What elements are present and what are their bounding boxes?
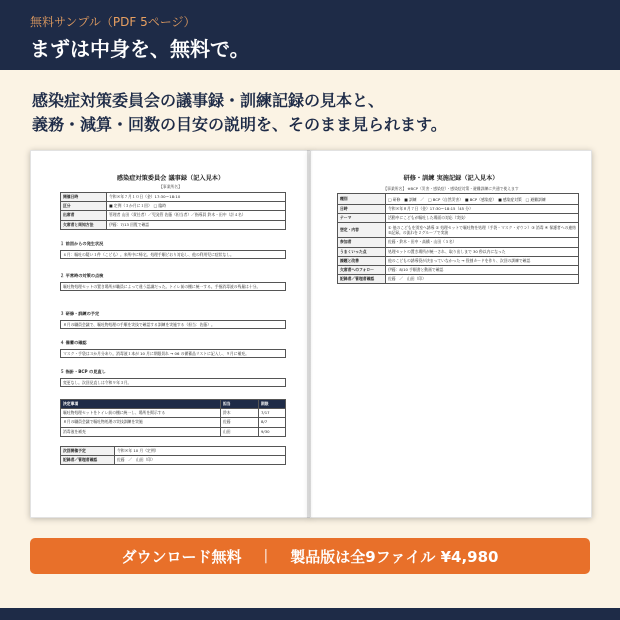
decisions-table bbox=[60, 399, 286, 437]
section-title: ２ 平常時の対策の点検 bbox=[60, 273, 104, 278]
section-body: マスク・手袋は３か月分あり。消毒液１本が 10 月に期限切れ → 06 の備蓄品リストに記入し、９月に補充。 bbox=[60, 349, 286, 358]
column-header: 決定事項 bbox=[61, 400, 221, 409]
drill-key: 記録者／管理者確認 bbox=[338, 275, 386, 284]
cta-product-label: 製品版は全9ファイル ¥4,980 bbox=[290, 547, 499, 566]
drill-value: 処理セットの置き場所が統一され、取り出しまで 30 秒以内になった bbox=[386, 247, 579, 256]
table-row bbox=[338, 256, 579, 265]
table-row bbox=[61, 447, 286, 456]
table-row bbox=[338, 238, 579, 247]
table-row bbox=[61, 193, 286, 202]
section-body: ８月の職員会議で、嘔吐物処理の手順を実技で確認する訓練を実施する（担当：佐藤）。 bbox=[60, 320, 286, 329]
table-row bbox=[338, 266, 579, 275]
drill-value: 他のこどもの誘導役が決まっていなかった → 役割カードを作り、次回の訓練で確認 bbox=[386, 256, 579, 265]
table-row bbox=[338, 275, 579, 284]
drill-record-page bbox=[310, 150, 592, 518]
banner-title: まずは中身を、無料で。 bbox=[30, 37, 250, 61]
table-row bbox=[61, 456, 286, 465]
minutes-title: 感染症対策委員会 議事録（記入見本） bbox=[116, 175, 225, 182]
footer-value: 令和８年 10 月（定例） bbox=[115, 447, 286, 456]
footer-key: 次回開催予定 bbox=[61, 447, 115, 456]
decision-owner: 山田 bbox=[221, 427, 259, 436]
info-value: 管理者 山田（責任者）／児発管 佐藤（担当者）／指導員 鈴木・田中（計４名） bbox=[107, 211, 286, 220]
drill-key: 日時 bbox=[338, 205, 386, 214]
table-row bbox=[338, 205, 579, 214]
decision-due: 7/17 bbox=[259, 409, 286, 418]
lead-line-1: 感染症対策委員会の議事録・訓練記録の見本と、 bbox=[32, 91, 385, 110]
minutes-page bbox=[30, 150, 311, 518]
drill-key: 課題と改善 bbox=[338, 256, 386, 265]
drill-value: 活動中にこどもが嘔吐した場面の対応（実技） bbox=[386, 214, 579, 223]
table-row bbox=[338, 194, 579, 205]
info-value: ■ 定例（３か月に１回） □ 臨時 bbox=[107, 202, 286, 211]
column-header: 期限 bbox=[259, 400, 286, 409]
drill-value: □ 研修 ■ 訓練 ／ □ BCP（自然災害） ■ BCP（感染症） ■ 感染症対策 □ 避難訓練 bbox=[386, 194, 579, 205]
section-body: 嘔吐物処理セットの置き場所が職員によって違う認識だった。トイレ前の棚に統一する。手指消毒液の残量は十分。 bbox=[60, 282, 286, 291]
table-row bbox=[61, 409, 286, 418]
table-row bbox=[61, 202, 286, 211]
section-title: ３ 研修・訓練の予定 bbox=[60, 311, 100, 316]
drill-title: 研修・訓練 実施記録（記入見本） bbox=[403, 175, 499, 182]
drill-value: 佐藤 ／ 山田（印） bbox=[386, 275, 579, 284]
info-value: 令和８年７月１０日（金）17:30〜18:10 bbox=[107, 193, 286, 202]
section-title: ５ 指針・BCP の見直し bbox=[60, 369, 106, 374]
table-row bbox=[61, 211, 286, 220]
info-value: 伊藤：7/13 回覧で確認 bbox=[107, 220, 286, 229]
info-key: 出席者 bbox=[61, 211, 107, 220]
page-spread-gutter bbox=[307, 150, 313, 518]
drill-key: 種別 bbox=[338, 194, 386, 205]
decision-due: 8/7 bbox=[259, 418, 286, 427]
drill-value: 佐藤・鈴木・田中・高橋・山田（５名） bbox=[386, 238, 579, 247]
drill-value: 令和８年８月７日（金）17:30〜18:15（45 分） bbox=[386, 205, 579, 214]
table-row bbox=[338, 223, 579, 238]
drill-key: 欠席者へのフォロー bbox=[338, 266, 386, 275]
drill-value: 伊藤：8/10 手順書と動画で確認 bbox=[386, 266, 579, 275]
section-body: ６月：嘔吐の疑い１件（こども）。来所中に帰宅。処理手順どおり対応し、他の利用児に症状なし。 bbox=[60, 250, 286, 259]
sample-documents bbox=[30, 148, 590, 518]
table-row bbox=[61, 220, 286, 229]
drill-key: 想定・内容 bbox=[338, 223, 386, 238]
decision-item: 嘔吐物処理セットをトイレ前の棚に統一し、場所を掲示する bbox=[61, 409, 221, 418]
drill-subtitle: 【事業所名】 ※BCP（災害・感染症）・感染症対策・避難訓練に共通で使えます bbox=[383, 186, 519, 191]
decision-item: ８月の職員会議で嘔吐物処理の実技訓練を実施 bbox=[61, 418, 221, 427]
minutes-facility: 【事業所名】 bbox=[159, 184, 182, 189]
top-banner bbox=[0, 0, 620, 70]
cta-download-label: ダウンロード無料 bbox=[121, 547, 242, 566]
table-row bbox=[61, 427, 286, 436]
decision-owner: 佐藤 bbox=[221, 418, 259, 427]
info-key: 開催日時 bbox=[61, 193, 107, 202]
minutes-footer-table bbox=[60, 446, 286, 465]
info-key: 区分 bbox=[61, 202, 107, 211]
drill-table bbox=[337, 193, 579, 284]
decision-owner: 鈴木 bbox=[221, 409, 259, 418]
banner-subtitle: 無料サンプル（PDF 5ページ） bbox=[30, 15, 196, 29]
drill-key: 参加者 bbox=[338, 238, 386, 247]
table-header-row bbox=[61, 400, 286, 409]
table-row bbox=[338, 214, 579, 223]
cta-divider: | bbox=[263, 548, 269, 564]
section-title: １ 前回からの発生状況 bbox=[60, 241, 104, 246]
drill-key: テーマ bbox=[338, 214, 386, 223]
lead-line-2: 義務・減算・回数の目安の説明を、そのまま見られます。 bbox=[32, 115, 447, 134]
info-key: 欠席者と周知方法 bbox=[61, 220, 107, 229]
decision-item: 消毒液を補充 bbox=[61, 427, 221, 436]
download-cta-button[interactable] bbox=[30, 538, 590, 574]
bottom-bar bbox=[0, 608, 620, 620]
table-row bbox=[338, 247, 579, 256]
footer-value: 佐藤 ／ 山田（印） bbox=[115, 456, 286, 465]
drill-key: うまくいった点 bbox=[338, 247, 386, 256]
minutes-info-table bbox=[60, 192, 286, 230]
decision-due: 9/30 bbox=[259, 427, 286, 436]
table-row bbox=[61, 418, 286, 427]
column-header: 担当 bbox=[221, 400, 259, 409]
footer-key: 記録者／管理者確認 bbox=[61, 456, 115, 465]
drill-value: ① 他のこどもを別室へ誘導 ② 処理セットで嘔吐物を処理（手袋・マスク・ガウン）③ 消毒 ④ 保護者への連絡 ⑤記録。の流れを２グループで実演 bbox=[386, 223, 579, 238]
section-body: 変更なし。次回見直しは令和９年３月。 bbox=[60, 378, 286, 387]
section-title: ４ 備蓄の確認 bbox=[60, 340, 87, 345]
